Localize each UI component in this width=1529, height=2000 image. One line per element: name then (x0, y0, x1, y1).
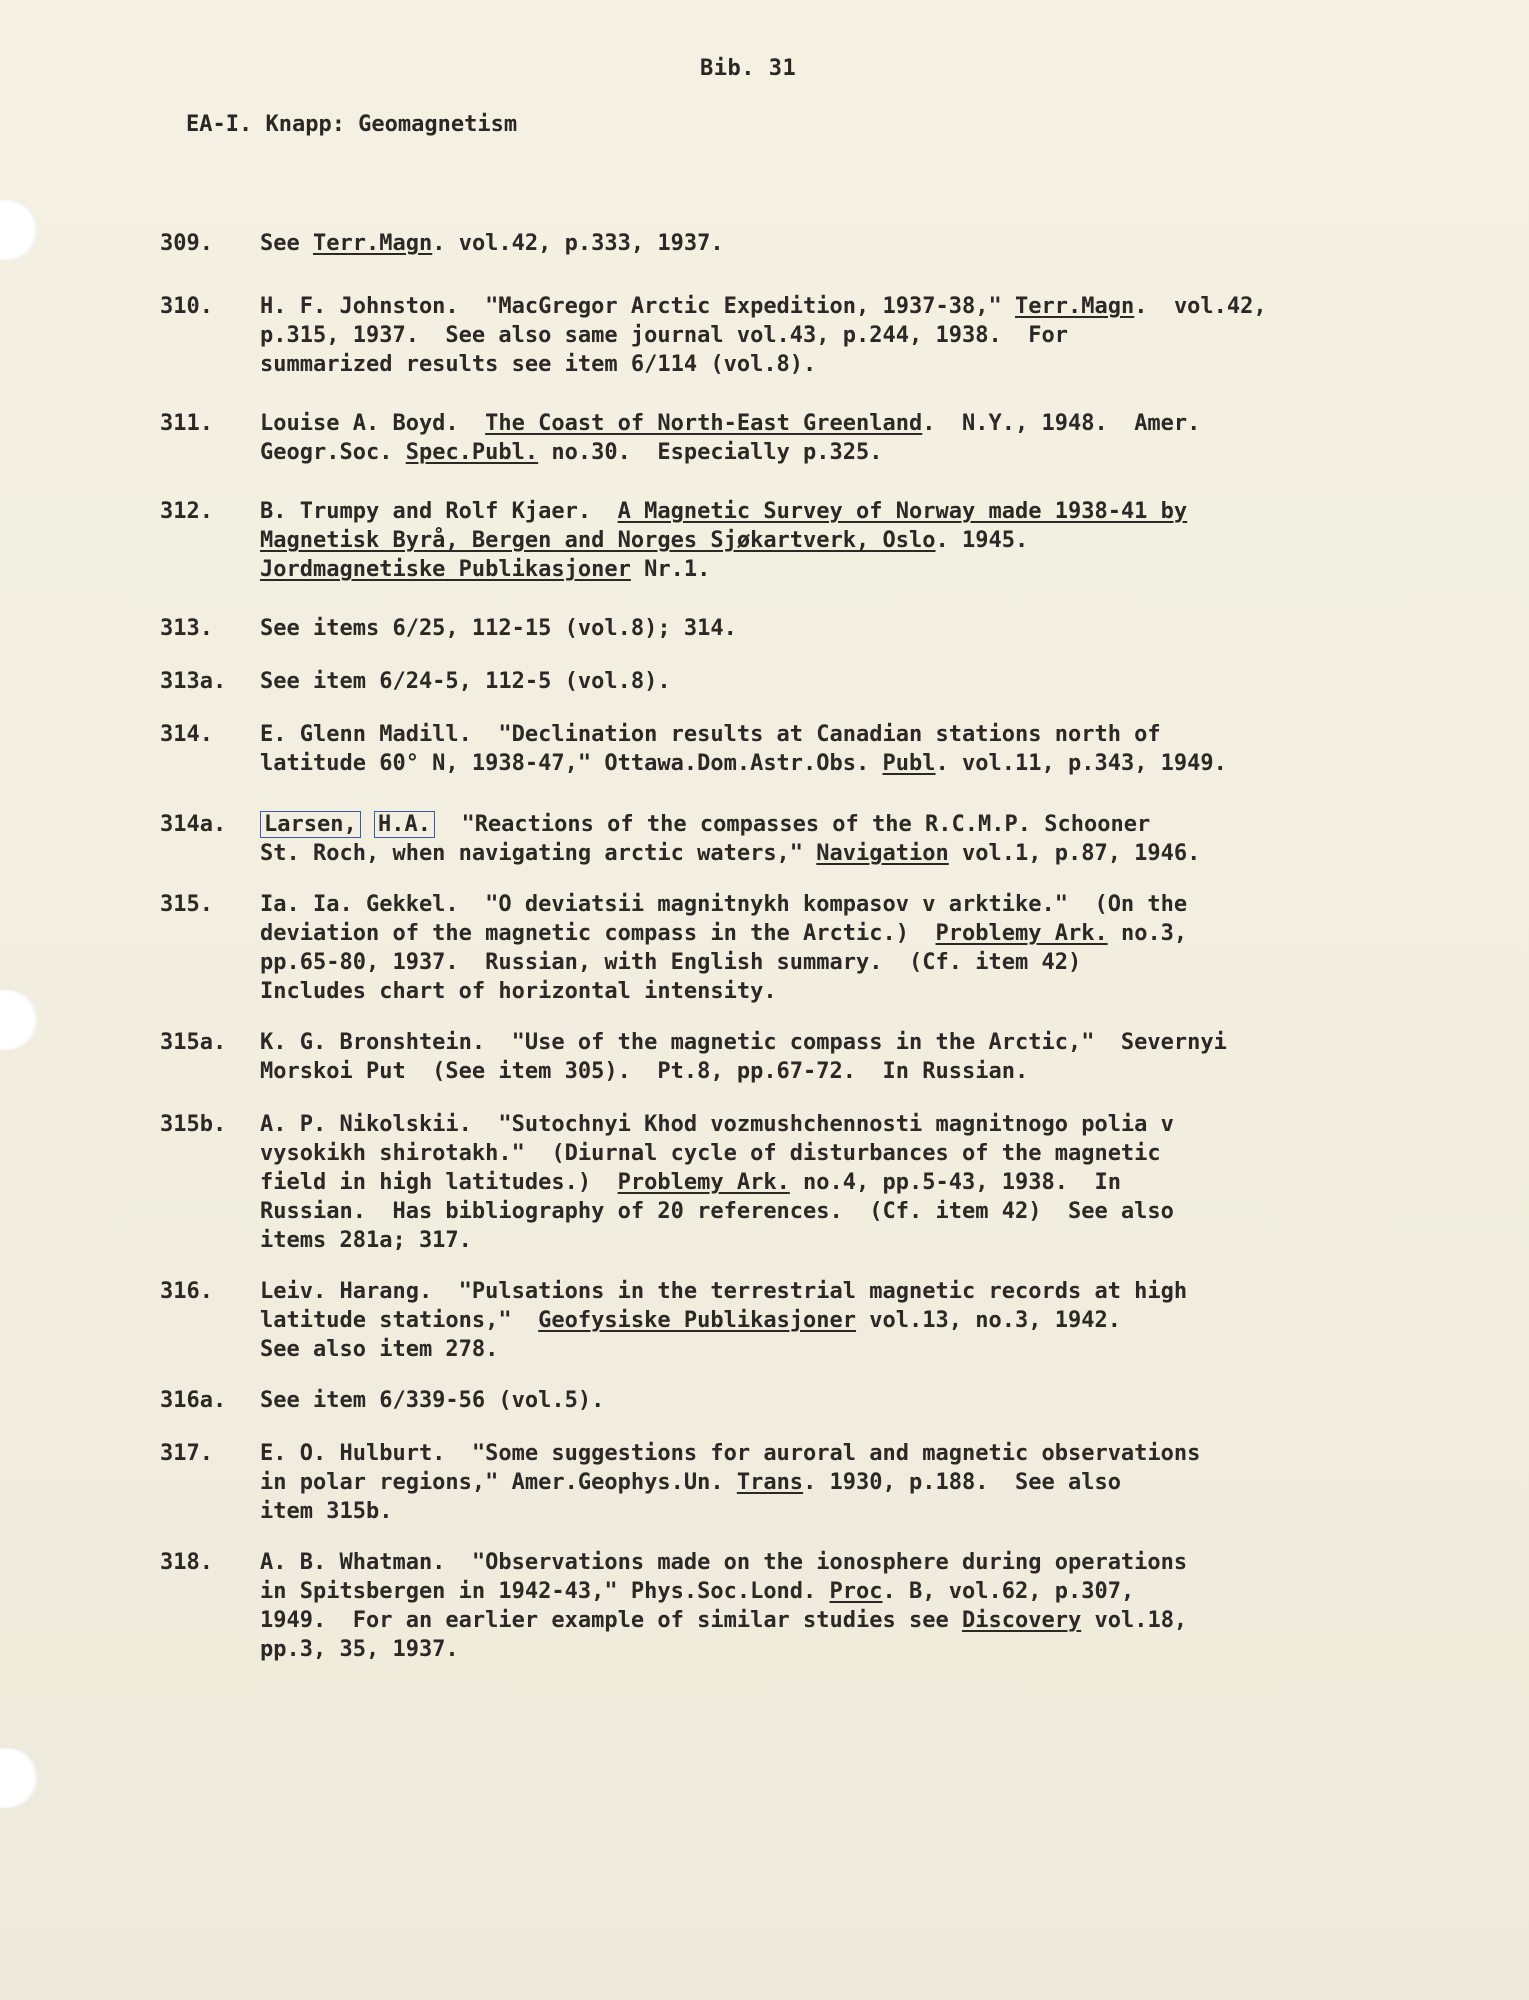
text-segment: items 281a; 317. (260, 1228, 472, 1253)
underlined-title: Publ (882, 751, 936, 776)
bibliography-entry (160, 810, 1460, 868)
text-segment: E. Glenn Madill. "Declination results at Canadian stations north of (260, 722, 1161, 747)
entry-line (260, 321, 1460, 350)
entry-line (260, 1028, 1460, 1057)
page-reference: Bib. 31 (700, 56, 797, 81)
entry-line (260, 1606, 1460, 1635)
text-segment: vol.1, p.87, 1946. (948, 841, 1201, 866)
text-segment: 1949. For an earlier example of similar studies see (260, 1608, 962, 1633)
bibliography-entry (160, 497, 1460, 584)
entry-line (260, 1635, 1460, 1664)
bibliography-entry (160, 667, 1460, 696)
text-segment: . vol.11, p.343, 1949. (935, 751, 1227, 776)
entry-line (260, 1110, 1460, 1139)
text-segment: H. F. Johnston. "MacGregor Arctic Expedition, 1937-38," (260, 294, 1015, 319)
entry-number: 314a. (160, 812, 227, 837)
entry-number: 313a. (160, 669, 227, 694)
text-segment: B. Trumpy and Rolf Kjaer. (260, 499, 618, 524)
underlined-title: Jordmagnetiske Publikasjoner (260, 557, 631, 582)
bibliography-entry (160, 1028, 1460, 1086)
punch-hole (0, 990, 38, 1050)
text-segment: Louise A. Boyd. (260, 411, 486, 436)
entry-number: 315a. (160, 1030, 227, 1055)
text-segment: St. Roch, when navigating arctic waters," (260, 841, 817, 866)
text-segment: "Reactions of the compasses of the R.C.M.P. Schooner (434, 812, 1151, 837)
entry-line (260, 810, 1460, 839)
underlined-title: Terr.Magn (312, 231, 433, 256)
text-segment: in Spitsbergen in 1942-43," Phys.Soc.Lond. (260, 1579, 830, 1604)
text-segment: latitude 60° N, 1938-47," Ottawa.Dom.Astr.Obs. (260, 751, 883, 776)
entry-text (260, 890, 1460, 1006)
bibliography-entry (160, 614, 1460, 643)
entry-text (260, 292, 1460, 379)
entry-line (260, 1577, 1460, 1606)
punch-hole (0, 200, 38, 260)
text-segment: no.3, (1107, 921, 1188, 946)
entry-number: 312. (160, 499, 213, 524)
underlined-title: Problemy Ark. (935, 921, 1108, 946)
entry-text (260, 1110, 1460, 1255)
text-segment: in polar regions," Amer.Geophys.Un. (260, 1470, 737, 1495)
text-segment: . vol.42, (1134, 294, 1267, 319)
entry-number: 310. (160, 294, 213, 319)
entry-line (260, 409, 1460, 438)
underlined-title: Trans (736, 1470, 804, 1495)
entry-text (260, 1386, 1460, 1415)
text-segment: A. B. Whatman. "Observations made on the ionosphere during operations (260, 1550, 1188, 1575)
entry-text (260, 1028, 1460, 1086)
text-segment: deviation of the magnetic compass in the Arctic.) (260, 921, 936, 946)
entry-line (260, 1277, 1460, 1306)
text-segment: pp.3, 35, 1937. (260, 1637, 459, 1662)
entry-number: 309. (160, 231, 213, 256)
entry-text (260, 720, 1460, 778)
boxed-author-name: H.A. (374, 811, 435, 838)
underlined-title: Spec.Publ. (405, 440, 539, 465)
entry-line (260, 1386, 1460, 1415)
bibliography-entry (160, 229, 1460, 258)
entry-line (260, 1335, 1460, 1364)
entry-line (260, 749, 1460, 778)
bibliography-entry (160, 292, 1460, 379)
bibliography-entry (160, 890, 1460, 1006)
entry-line (260, 1197, 1460, 1226)
entry-line (260, 438, 1460, 467)
text-segment: . N.Y., 1948. Amer. (922, 411, 1201, 436)
underlined-title: Discovery (962, 1608, 1082, 1633)
entry-line (260, 1057, 1460, 1086)
entry-number: 314. (160, 722, 213, 747)
entry-line (260, 1468, 1460, 1497)
text-segment: See items 6/25, 112-15 (vol.8); 314. (260, 616, 737, 641)
entry-line (260, 1168, 1460, 1197)
entry-text (260, 614, 1460, 643)
entry-number: 317. (160, 1441, 213, 1466)
underlined-title: A Magnetic Survey of Norway made 1938-41 by (617, 499, 1188, 524)
entry-text (260, 1548, 1460, 1664)
text-segment: latitude stations," (260, 1308, 539, 1333)
entry-line (260, 614, 1460, 643)
text-segment: Geogr.Soc. (260, 440, 406, 465)
entry-number: 311. (160, 411, 213, 436)
text-segment: no.30. Especially p.325. (538, 440, 883, 465)
entry-line (260, 1497, 1460, 1526)
underlined-title: Magnetisk Byrå, Bergen and Norges Sjøkartverk, Oslo (260, 528, 936, 553)
entry-text (260, 1277, 1460, 1364)
text-segment: vol.13, no.3, 1942. (856, 1308, 1121, 1333)
text-segment: . B, vol.62, p.307, (882, 1579, 1135, 1604)
entry-text (260, 810, 1460, 868)
entry-text (260, 667, 1460, 696)
entry-line (260, 292, 1460, 321)
entry-number: 313. (160, 616, 213, 641)
bibliography-entry (160, 1277, 1460, 1364)
text-segment: E. O. Hulburt. "Some suggestions for auroral and magnetic observations (260, 1441, 1201, 1466)
text-segment: . 1945. (935, 528, 1029, 553)
punch-hole (0, 1748, 38, 1808)
text-segment: item 315b. (260, 1499, 393, 1524)
text-segment: See also item 278. (260, 1337, 499, 1362)
entry-line (260, 1548, 1460, 1577)
underlined-title: Terr.Magn (1014, 294, 1135, 319)
bibliography-entry (160, 720, 1460, 778)
bibliography-entry (160, 1548, 1460, 1664)
underlined-title: Proc (829, 1579, 883, 1604)
underlined-title: Problemy Ark. (617, 1170, 790, 1195)
entry-line (260, 839, 1460, 868)
text-segment: Includes chart of horizontal intensity. (260, 979, 777, 1004)
underlined-title: The Coast of North-East Greenland (485, 411, 923, 436)
text-segment: Ia. Ia. Gekkel. "O deviatsii magnitnykh kompasov v arktike." (On the (260, 892, 1188, 917)
entry-line (260, 1306, 1460, 1335)
entry-number: 315b. (160, 1112, 227, 1137)
entry-line (260, 350, 1460, 379)
text-segment: See item 6/24-5, 112-5 (vol.8). (260, 669, 671, 694)
text-segment: Nr.1. (630, 557, 711, 582)
text-segment: vysokikh shirotakh." (Diurnal cycle of disturbances of the magnetic (260, 1141, 1161, 1166)
entry-text (260, 409, 1460, 467)
bibliography-entry (160, 1386, 1460, 1415)
entry-line (260, 919, 1460, 948)
text-segment: Russian. Has bibliography of 20 references. (Cf. item 42) See also (260, 1199, 1174, 1224)
text-segment: K. G. Bronshtein. "Use of the magnetic compass in the Arctic," Severnyi (260, 1030, 1227, 1055)
text-segment: Morskoi Put (See item 305). Pt.8, pp.67-72. In Russian. (260, 1059, 1029, 1084)
entry-number: 315. (160, 892, 213, 917)
entry-line (260, 497, 1460, 526)
entry-line (260, 555, 1460, 584)
text-segment: . 1930, p.188. See also (803, 1470, 1121, 1495)
text-segment: A. P. Nikolskii. "Sutochnyi Khod vozmushchennosti magnitnogo polia v (260, 1112, 1174, 1137)
text-segment: field in high latitudes.) (260, 1170, 618, 1195)
text-segment: pp.65-80, 1937. Russian, with English summary. (Cf. item 42) (260, 950, 1082, 975)
text-segment: See item 6/339-56 (vol.5). (260, 1388, 605, 1413)
entry-text (260, 229, 1460, 258)
entry-line (260, 526, 1460, 555)
text-segment: no.4, pp.5-43, 1938. In (789, 1170, 1121, 1195)
text-segment: p.315, 1937. See also same journal vol.43, p.244, 1938. For (260, 323, 1068, 348)
underlined-title: Navigation (816, 841, 949, 866)
entry-text (260, 1439, 1460, 1526)
text-segment: vol.18, (1081, 1608, 1188, 1633)
text-segment: summarized results see item 6/114 (vol.8). (260, 352, 817, 377)
text-segment: See (260, 231, 313, 256)
entry-line (260, 1226, 1460, 1255)
entry-number: 316a. (160, 1388, 227, 1413)
entry-line (260, 1439, 1460, 1468)
entry-line (260, 977, 1460, 1006)
entry-text (260, 497, 1460, 584)
section-title: EA-I. Knapp: Geomagnetism (186, 112, 518, 137)
entry-number: 318. (160, 1550, 213, 1575)
entry-line (260, 229, 1460, 258)
text-segment (361, 812, 374, 837)
entry-line (260, 1139, 1460, 1168)
underlined-title: Geofysiske Publikasjoner (538, 1308, 857, 1333)
entry-line (260, 667, 1460, 696)
bibliography-entry (160, 1439, 1460, 1526)
entry-line (260, 720, 1460, 749)
entry-line (260, 948, 1460, 977)
boxed-author-name: Larsen, (260, 811, 361, 838)
text-segment: Leiv. Harang. "Pulsations in the terrestrial magnetic records at high (260, 1279, 1188, 1304)
entry-line (260, 890, 1460, 919)
entry-number: 316. (160, 1279, 213, 1304)
bibliography-entry (160, 409, 1460, 467)
bibliography-list (160, 205, 1460, 1664)
text-segment: . vol.42, p.333, 1937. (432, 231, 724, 256)
bibliography-entry (160, 1110, 1460, 1255)
